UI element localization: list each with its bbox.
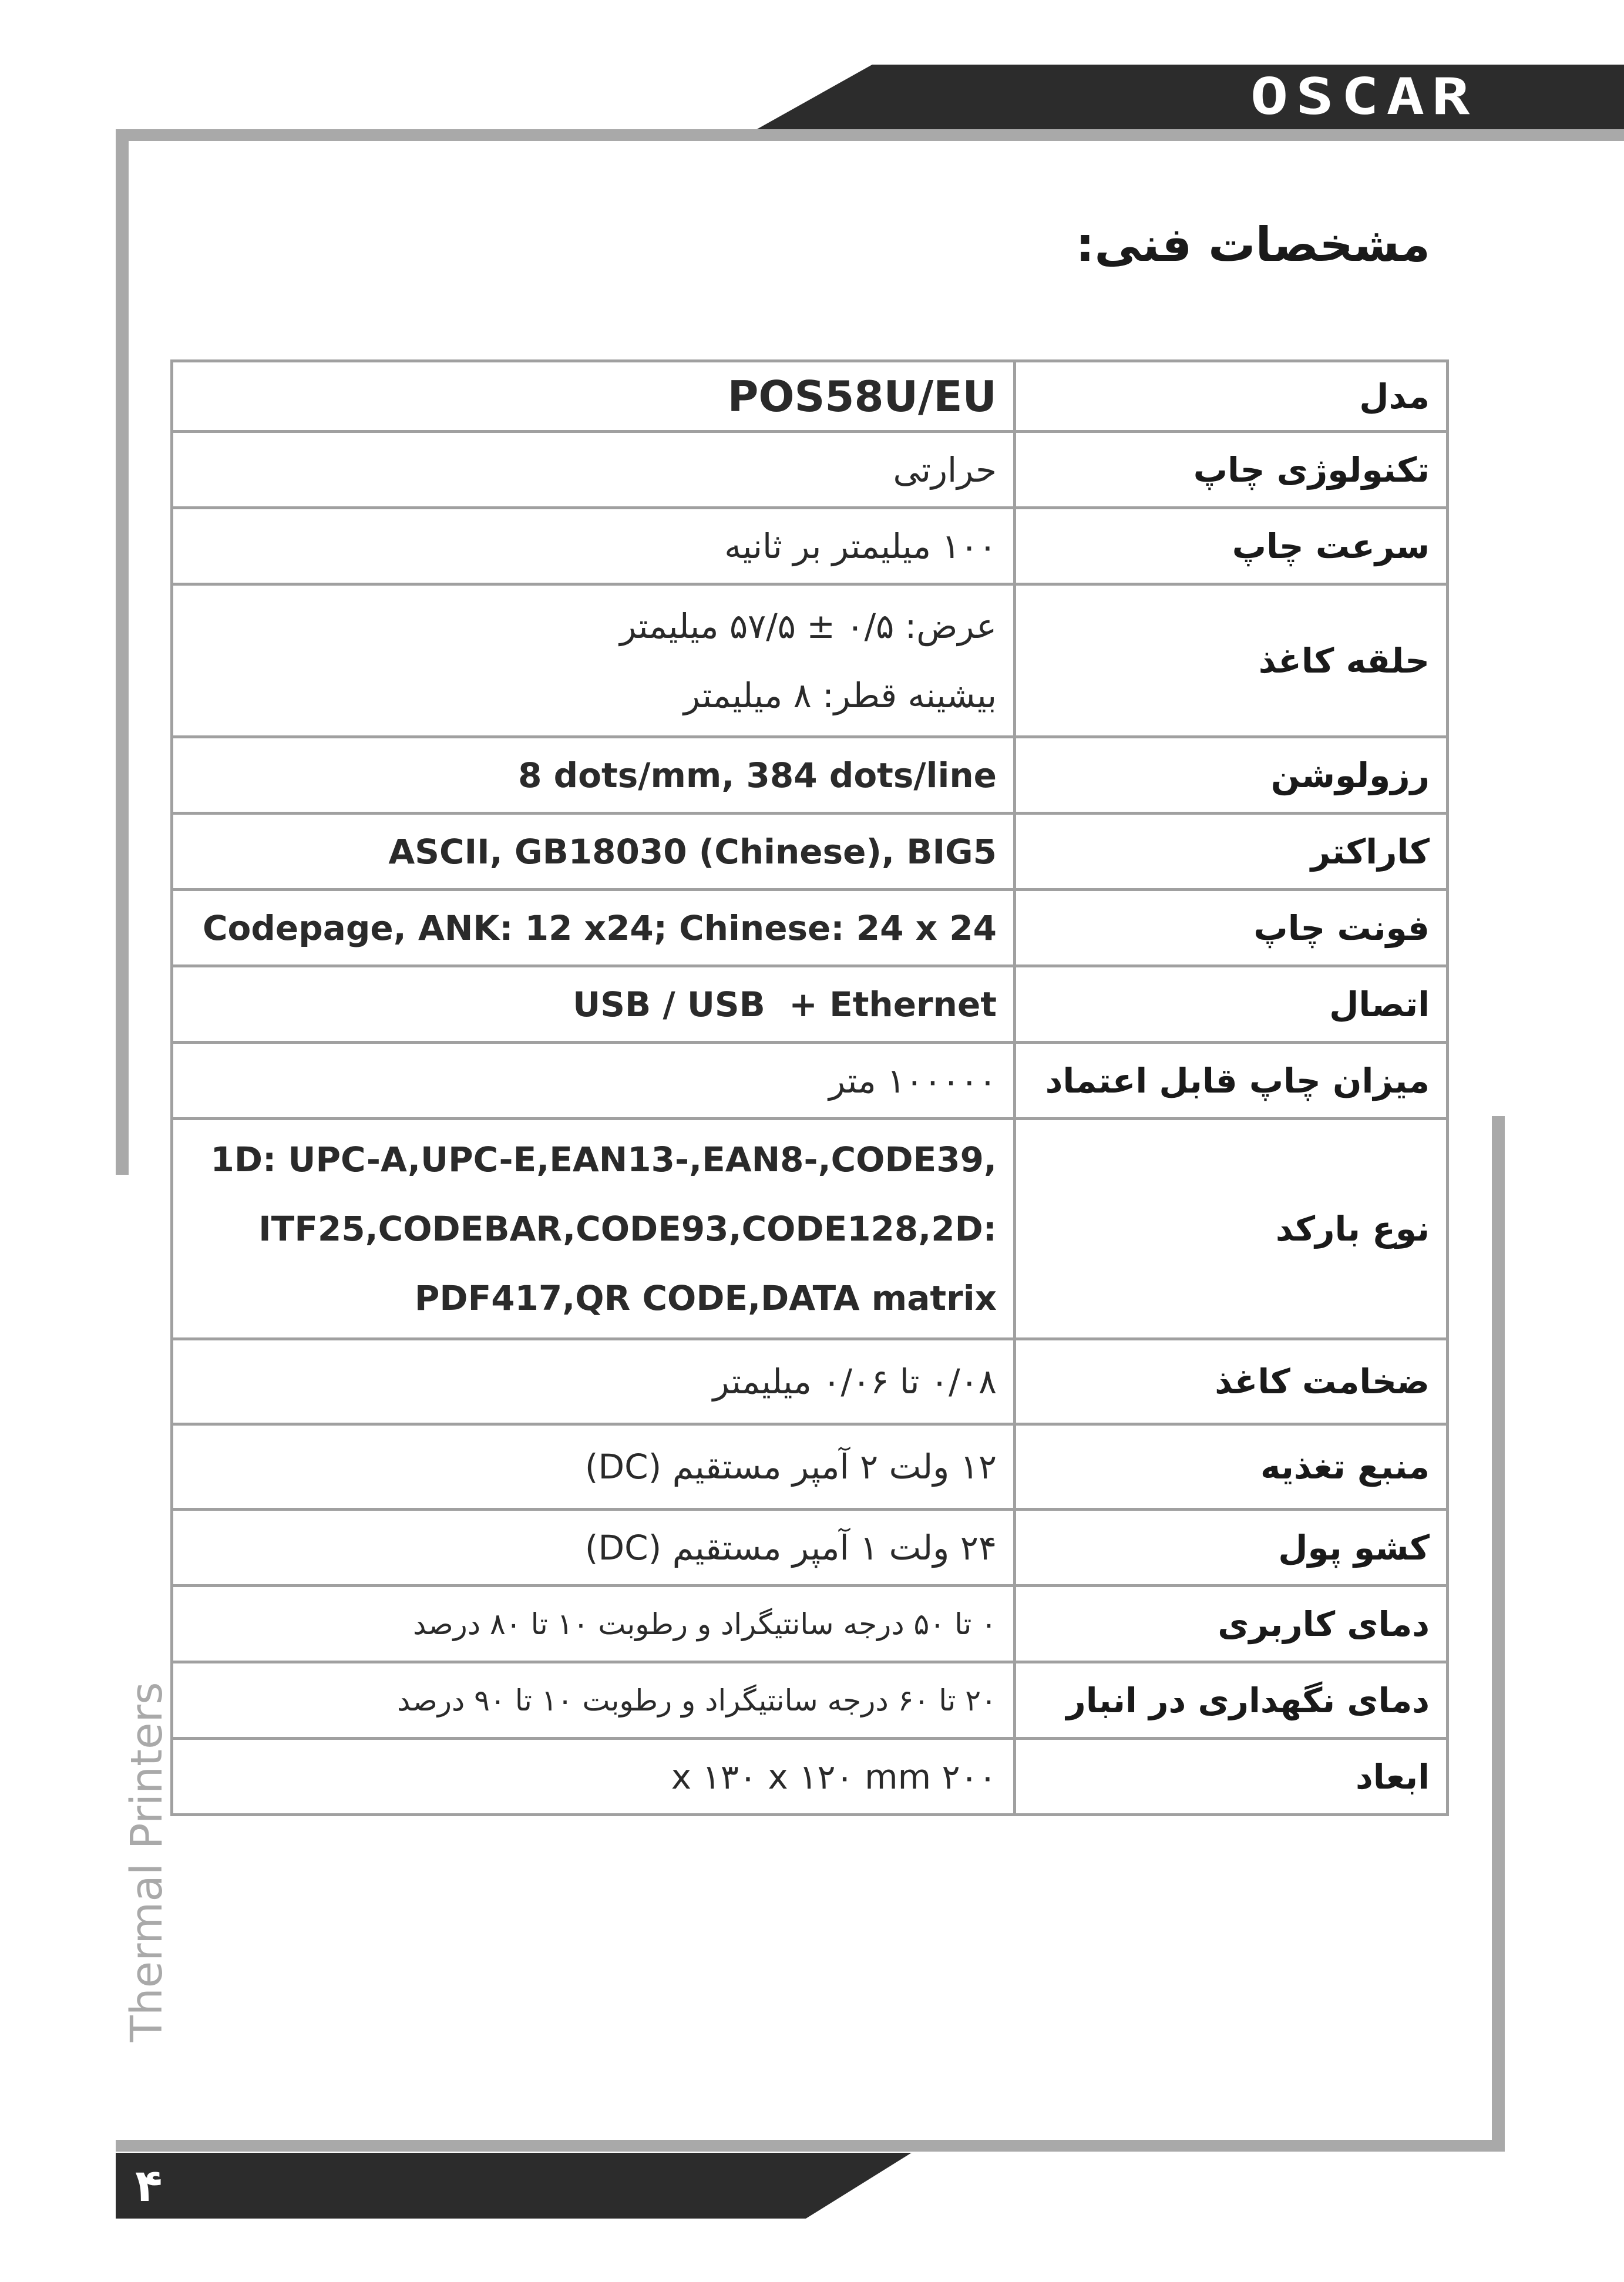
- spec-value-power-supply: ۱۲ ولت ۲ آمپر مستقیم (DC): [172, 1424, 1015, 1510]
- frame-line-bottom: [116, 2140, 1505, 2152]
- brand-logo: OSCAR: [1250, 68, 1477, 126]
- spec-row-storage-temp: [172, 1662, 1448, 1739]
- frame-line-top: [116, 129, 1624, 141]
- spec-label-paper-thickness: ضخامت کاغذ: [1015, 1339, 1448, 1424]
- spec-row-paper-thickness: [172, 1339, 1448, 1424]
- barcode-line-1: 1D: UPC-A,UPC-E,EAN13-,EAN8-,CODE39,: [210, 1140, 997, 1179]
- barcode-line-3: PDF417,QR CODE,DATA matrix: [414, 1278, 997, 1318]
- frame-line-right: [1492, 1116, 1505, 2150]
- spec-row-connection: [172, 966, 1448, 1043]
- paper-roll-diameter: بیشینه قطر: ۸ میلیمتر: [683, 675, 997, 715]
- page-title: مشخصات فنی:: [1075, 217, 1430, 272]
- spec-row-paper-roll: [172, 584, 1448, 737]
- character-value-text: ASCII, GB18030 (Chinese), BIG5: [388, 831, 997, 872]
- spec-value-model: [172, 361, 1015, 432]
- spec-table: [170, 359, 1449, 1816]
- spec-value-print-speed: ۱۰۰ میلیمتر بر ثانیه: [172, 508, 1015, 584]
- spec-value-paper-roll: [172, 584, 1015, 737]
- spec-label-resolution: رزولوشن: [1015, 737, 1448, 814]
- spec-row-print-technology: [172, 432, 1448, 508]
- spec-label-print-technology: تکنولوژی چاپ: [1015, 432, 1448, 508]
- spec-label-power-supply: منبع تغذیه: [1015, 1424, 1448, 1510]
- print-font-value-text: Codepage, ANK: 12 x24; Chinese: 24 x 24: [202, 908, 997, 948]
- footer-ribbon: [116, 2153, 912, 2219]
- spec-label-model: مدل: [1015, 361, 1448, 432]
- spec-row-character: [172, 814, 1448, 890]
- spec-label-connection: اتصال: [1015, 966, 1448, 1043]
- spec-row-model: [172, 361, 1448, 432]
- spec-value-dimensions: ۲۰۰ x ۱۳۰ x ۱۲۰ mm: [172, 1739, 1015, 1815]
- spec-value-paper-thickness: ۰/۰۸ تا ۰/۰۶ میلیمتر: [172, 1339, 1015, 1424]
- spec-value-storage-temp: ۲۰ تا ۶۰ درجه سانتیگراد و رطوبت ۱۰ تا ۹۰ درصد: [172, 1662, 1015, 1739]
- connection-value-text: USB / USB + Ethernet: [573, 984, 997, 1024]
- spec-value-barcode: [172, 1119, 1015, 1339]
- spec-label-storage-temp: دمای نگهداری در انبار: [1015, 1662, 1448, 1739]
- spec-value-print-font: [172, 890, 1015, 966]
- spec-label-reliable-print: میزان چاپ قابل اعتماد: [1015, 1043, 1448, 1119]
- side-category-text: Thermal Printers: [122, 1682, 172, 2042]
- barcode-line-2: ITF25,CODEBAR,CODE93,CODE128,2D:: [258, 1209, 997, 1249]
- spec-label-print-speed: سرعت چاپ: [1015, 508, 1448, 584]
- spec-row-print-font: [172, 890, 1448, 966]
- model-value-text: POS58U/EU: [727, 371, 997, 421]
- spec-value-print-technology: حرارتی: [172, 432, 1015, 508]
- spec-label-operating-temp: دمای کاربری: [1015, 1586, 1448, 1662]
- spec-label-barcode: نوع بارکد: [1015, 1119, 1448, 1339]
- spec-label-print-font: فونت چاپ: [1015, 890, 1448, 966]
- spec-row-reliable-print: [172, 1043, 1448, 1119]
- paper-roll-width: عرض: ۰/۵ ± ۵۷/۵ میلیمتر: [620, 606, 997, 646]
- spec-value-operating-temp: ۰ تا ۵۰ درجه سانتیگراد و رطوبت ۱۰ تا ۸۰ درصد: [172, 1586, 1015, 1662]
- spec-value-character: [172, 814, 1015, 890]
- spec-row-print-speed: [172, 508, 1448, 584]
- header-ribbon: [755, 65, 1624, 130]
- spec-row-resolution: [172, 737, 1448, 814]
- spec-row-power-supply: [172, 1424, 1448, 1510]
- spec-label-paper-roll: حلقه کاغذ: [1015, 584, 1448, 737]
- spec-label-character: کاراکتر: [1015, 814, 1448, 890]
- spec-row-cash-drawer: [172, 1510, 1448, 1586]
- spec-label-dimensions: ابعاد: [1015, 1739, 1448, 1815]
- spec-value-cash-drawer: ۲۴ ولت ۱ آمپر مستقیم (DC): [172, 1510, 1015, 1586]
- spec-row-dimensions: [172, 1739, 1448, 1815]
- spec-value-connection: [172, 966, 1015, 1043]
- spec-row-operating-temp: [172, 1586, 1448, 1662]
- spec-row-barcode: [172, 1119, 1448, 1339]
- page-number: ۴: [135, 2159, 163, 2212]
- resolution-value-text: 8 dots/mm, 384 dots/line: [518, 755, 997, 795]
- spec-label-cash-drawer: کشو پول: [1015, 1510, 1448, 1586]
- frame-line-left: [116, 129, 129, 1175]
- spec-value-reliable-print: ۱۰۰۰۰۰ متر: [172, 1043, 1015, 1119]
- spec-value-resolution: [172, 737, 1015, 814]
